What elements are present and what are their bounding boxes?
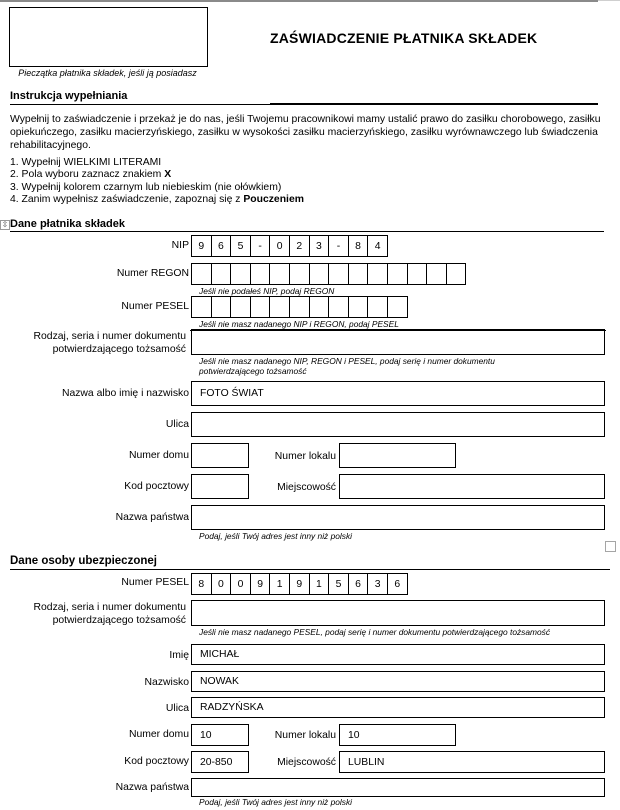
instruction-item: 4. Zanim wypełnisz zaświadczenie, zapoznaj się z Pouczeniem (10, 194, 304, 206)
payer-name-label: Nazwa albo imię i nazwisko (61, 388, 189, 399)
nip-cell[interactable]: 3 (309, 235, 330, 257)
nip-cell[interactable]: 8 (348, 235, 369, 257)
insured-pesel-cell[interactable]: 6 (348, 573, 369, 595)
page-top-border-end (598, 0, 620, 1)
instructions-heading: Instrukcja wypełniania (10, 90, 128, 102)
regon-cell[interactable] (269, 263, 290, 285)
pesel-label: Numer PESEL (121, 301, 189, 312)
insured-pesel-cell[interactable]: 9 (289, 573, 310, 595)
insured-id-document-field[interactable] (191, 600, 605, 626)
insured-section-divider (10, 569, 610, 570)
pesel-grid (191, 296, 408, 318)
payer-id-document-hint: Jeśli nie masz nadanego NIP, REGON i PESEL, podaj serię i numer dokumentu potwierdzającego tożsamość (199, 356, 495, 376)
nip-cell[interactable]: 0 (269, 235, 290, 257)
payer-country-hint: Podaj, jeśli Twój adres jest inny niż polski (199, 531, 352, 541)
nip-cell[interactable]: 9 (191, 235, 212, 257)
insured-house-no-field[interactable]: 10 (191, 724, 249, 746)
instruction-item: 3. Wypełnij kolorem czarnym lub niebieskim (nie ołówkiem) (10, 181, 282, 193)
pesel-cell[interactable] (211, 296, 232, 318)
payer-id-document-field[interactable] (191, 329, 605, 355)
payer-section-divider (10, 231, 604, 232)
insured-pesel-grid (191, 573, 408, 595)
payer-house-no-label: Numer domu (128, 450, 189, 461)
insured-country-field[interactable] (191, 778, 605, 797)
instructions-divider (10, 104, 598, 105)
insured-pesel-cell[interactable]: 1 (309, 573, 330, 595)
regon-cell[interactable] (250, 263, 271, 285)
payer-name-field[interactable]: FOTO ŚWIAT (191, 381, 605, 406)
insured-country-hint: Podaj, jeśli Twój adres jest inny niż polski (199, 797, 352, 807)
payer-section-heading: Dane płatnika składek (10, 218, 125, 230)
insured-last-name-label: Nazwisko (144, 677, 189, 688)
instructions-list (10, 157, 304, 207)
table-move-handle-icon[interactable]: ⇳ (1, 220, 9, 229)
document-title: ZAŚWIADCZENIE PŁATNIKA SKŁADEK (270, 30, 538, 46)
pesel-cell[interactable] (387, 296, 408, 318)
insured-apt-no-label: Numer lokalu (274, 730, 336, 741)
insured-pesel-cell[interactable]: 3 (367, 573, 388, 595)
payer-id-document-label: Rodzaj, seria i numer dokumentu potwierdzającego tożsamość (33, 331, 186, 355)
insured-city-field[interactable]: LUBLIN (339, 751, 605, 773)
regon-cell[interactable] (230, 263, 251, 285)
nip-cell[interactable]: 5 (230, 235, 251, 257)
insured-pesel-cell[interactable]: 0 (230, 573, 251, 595)
pesel-cell[interactable] (309, 296, 330, 318)
pesel-cell[interactable] (230, 296, 251, 318)
payer-city-field[interactable] (339, 474, 605, 499)
insured-city-label: Miejscowość (277, 757, 336, 768)
insured-first-name-field[interactable]: MICHAŁ (191, 644, 605, 665)
insured-last-name-field[interactable]: NOWAK (191, 671, 605, 692)
instructions-paragraph: Wypełnij to zaświadczenie i przekaż je do nas, jeśli Twojemu pracownikowi mamy ustalić prawo do zasiłku chorobowego, zasiłku opiekuńczego, zasiłku macierzyńskiego, zasiłku w wysokości zasiłku macierzyńskiego, zasiłku wyrównawczego lub świadczenia rehabilitacyjnego. (10, 114, 601, 151)
insured-section-heading: Dane osoby ubezpieczonej (10, 555, 157, 567)
pesel-cell[interactable] (250, 296, 271, 318)
table-resize-handle-icon[interactable] (605, 541, 616, 552)
regon-cell[interactable] (328, 263, 349, 285)
regon-cell[interactable] (407, 263, 428, 285)
pesel-cell[interactable] (348, 296, 369, 318)
nip-cell[interactable]: 2 (289, 235, 310, 257)
pesel-cell[interactable] (269, 296, 290, 318)
payer-street-field[interactable] (191, 412, 605, 437)
regon-cell[interactable] (191, 263, 212, 285)
instruction-item: 1. Wypełnij WIELKIMI LITERAMI (10, 157, 162, 168)
page-top-border (0, 0, 598, 2)
pesel-hint: Jeśli nie masz nadanego NIP i REGON, podaj PESEL (199, 319, 399, 329)
nip-label: NIP (171, 240, 189, 251)
insured-postal-code-label: Kod pocztowy (124, 756, 189, 767)
payer-house-no-field[interactable] (191, 443, 249, 468)
insured-country-label: Nazwa państwa (115, 782, 189, 793)
instruction-item: 2. Pola wyboru zaznacz znakiem X (10, 169, 172, 181)
insured-pesel-cell[interactable]: 5 (328, 573, 349, 595)
insured-id-document-label: Rodzaj, seria i numer dokumentu potwierdzającego tożsamość (33, 602, 186, 626)
insured-pesel-cell[interactable]: 0 (211, 573, 232, 595)
insured-apt-no-field[interactable]: 10 (339, 724, 456, 746)
insured-pesel-cell[interactable]: 1 (269, 573, 290, 595)
regon-label: Numer REGON (116, 268, 189, 279)
insured-first-name-label: Imię (169, 650, 189, 661)
payer-city-label: Miejscowość (277, 482, 336, 493)
payer-apt-no-label: Numer lokalu (274, 451, 336, 462)
nip-cell[interactable]: - (250, 235, 271, 257)
pesel-cell[interactable] (367, 296, 388, 318)
insured-pesel-label: Numer PESEL (121, 577, 189, 588)
regon-grid (191, 263, 466, 285)
insured-pesel-cell[interactable]: 6 (387, 573, 408, 595)
payer-country-label: Nazwa państwa (115, 512, 189, 523)
pesel-cell[interactable] (191, 296, 212, 318)
regon-hint: Jeśli nie podałeś NIP, podaj REGON (199, 286, 335, 296)
payer-apt-no-field[interactable] (339, 443, 456, 468)
regon-cell[interactable] (211, 263, 232, 285)
insured-house-no-label: Numer domu (128, 729, 189, 740)
nip-cell[interactable]: - (328, 235, 349, 257)
payer-postal-code-label: Kod pocztowy (124, 481, 189, 492)
pesel-cell[interactable] (328, 296, 349, 318)
stamp-caption: Pieczątka płatnika składek, jeśli ją posiadasz (18, 68, 197, 78)
nip-cell[interactable]: 4 (367, 235, 388, 257)
insured-street-label: Ulica (165, 703, 189, 714)
regon-cell[interactable] (446, 263, 467, 285)
payer-postal-code-field[interactable] (191, 474, 249, 499)
nip-cell[interactable]: 6 (211, 235, 232, 257)
regon-cell[interactable] (348, 263, 369, 285)
nip-grid (191, 235, 388, 257)
stamp-box[interactable] (9, 7, 208, 67)
regon-cell[interactable] (309, 263, 330, 285)
payer-country-field[interactable] (191, 505, 605, 530)
regon-cell[interactable] (387, 263, 408, 285)
regon-cell[interactable] (289, 263, 310, 285)
regon-cell[interactable] (426, 263, 447, 285)
insured-street-field[interactable]: RADZYŃSKA (191, 697, 605, 718)
pesel-cell[interactable] (289, 296, 310, 318)
insured-id-document-hint: Jeśli nie masz nadanego PESEL, podaj serię i numer dokumentu potwierdzającego tożsamość (199, 627, 551, 637)
regon-cell[interactable] (367, 263, 388, 285)
payer-street-label: Ulica (165, 419, 189, 430)
insured-postal-code-field[interactable]: 20-850 (191, 751, 249, 773)
insured-pesel-cell[interactable]: 8 (191, 573, 212, 595)
insured-pesel-cell[interactable]: 9 (250, 573, 271, 595)
